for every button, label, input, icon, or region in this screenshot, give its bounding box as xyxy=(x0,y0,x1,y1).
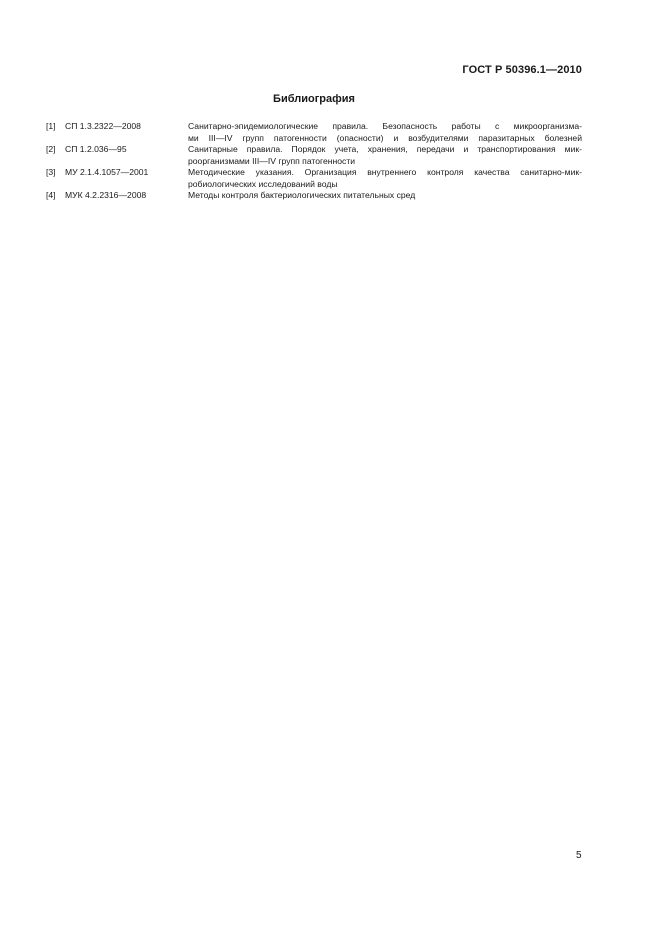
entry-line: робиологических исследований воды xyxy=(188,178,338,189)
entry-line: Санитарные правила. Порядок учета, хранения, передачи и транспортирования мик- xyxy=(188,144,582,154)
bibliography-entry xyxy=(46,144,582,167)
entry-code: СП 1.3.2322—2008 xyxy=(65,121,141,131)
entry-number: [4] xyxy=(46,190,56,200)
entry-code: СП 1.2.036—95 xyxy=(65,144,127,154)
entry-description xyxy=(188,121,582,144)
document-code: ГОСТ Р 50396.1—2010 xyxy=(462,64,582,76)
entry-line: ми III—IV групп патогенности (опасности) и возбудителями паразитарных болезней xyxy=(188,132,582,143)
entry-number: [2] xyxy=(46,144,56,154)
entry-number: [1] xyxy=(46,121,56,131)
bibliography-title: Библиография xyxy=(273,93,355,105)
entry-description xyxy=(188,144,582,167)
bibliography-entry xyxy=(46,190,582,202)
entry-code: МУК 4.2.2316—2008 xyxy=(65,190,147,200)
page-number: 5 xyxy=(576,850,582,861)
entry-line: Методы контроля бактериологических питательных сред xyxy=(188,190,416,200)
entry-line: роорганизмами III—IV групп патогенности xyxy=(188,155,356,166)
entry-line: Методические указания. Организация внутреннего контроля качества санитарно-мик- xyxy=(188,167,582,177)
bibliography-entry xyxy=(46,167,582,190)
entry-description xyxy=(188,167,582,190)
entry-code: МУ 2.1.4.1057—2001 xyxy=(65,167,149,177)
entry-description xyxy=(188,190,582,202)
entry-line: Санитарно-эпидемиологические правила. Безопасность работы с микроорганизма- xyxy=(188,121,582,131)
entry-number: [3] xyxy=(46,167,56,177)
bibliography-list xyxy=(46,121,582,202)
bibliography-entry xyxy=(46,121,582,144)
